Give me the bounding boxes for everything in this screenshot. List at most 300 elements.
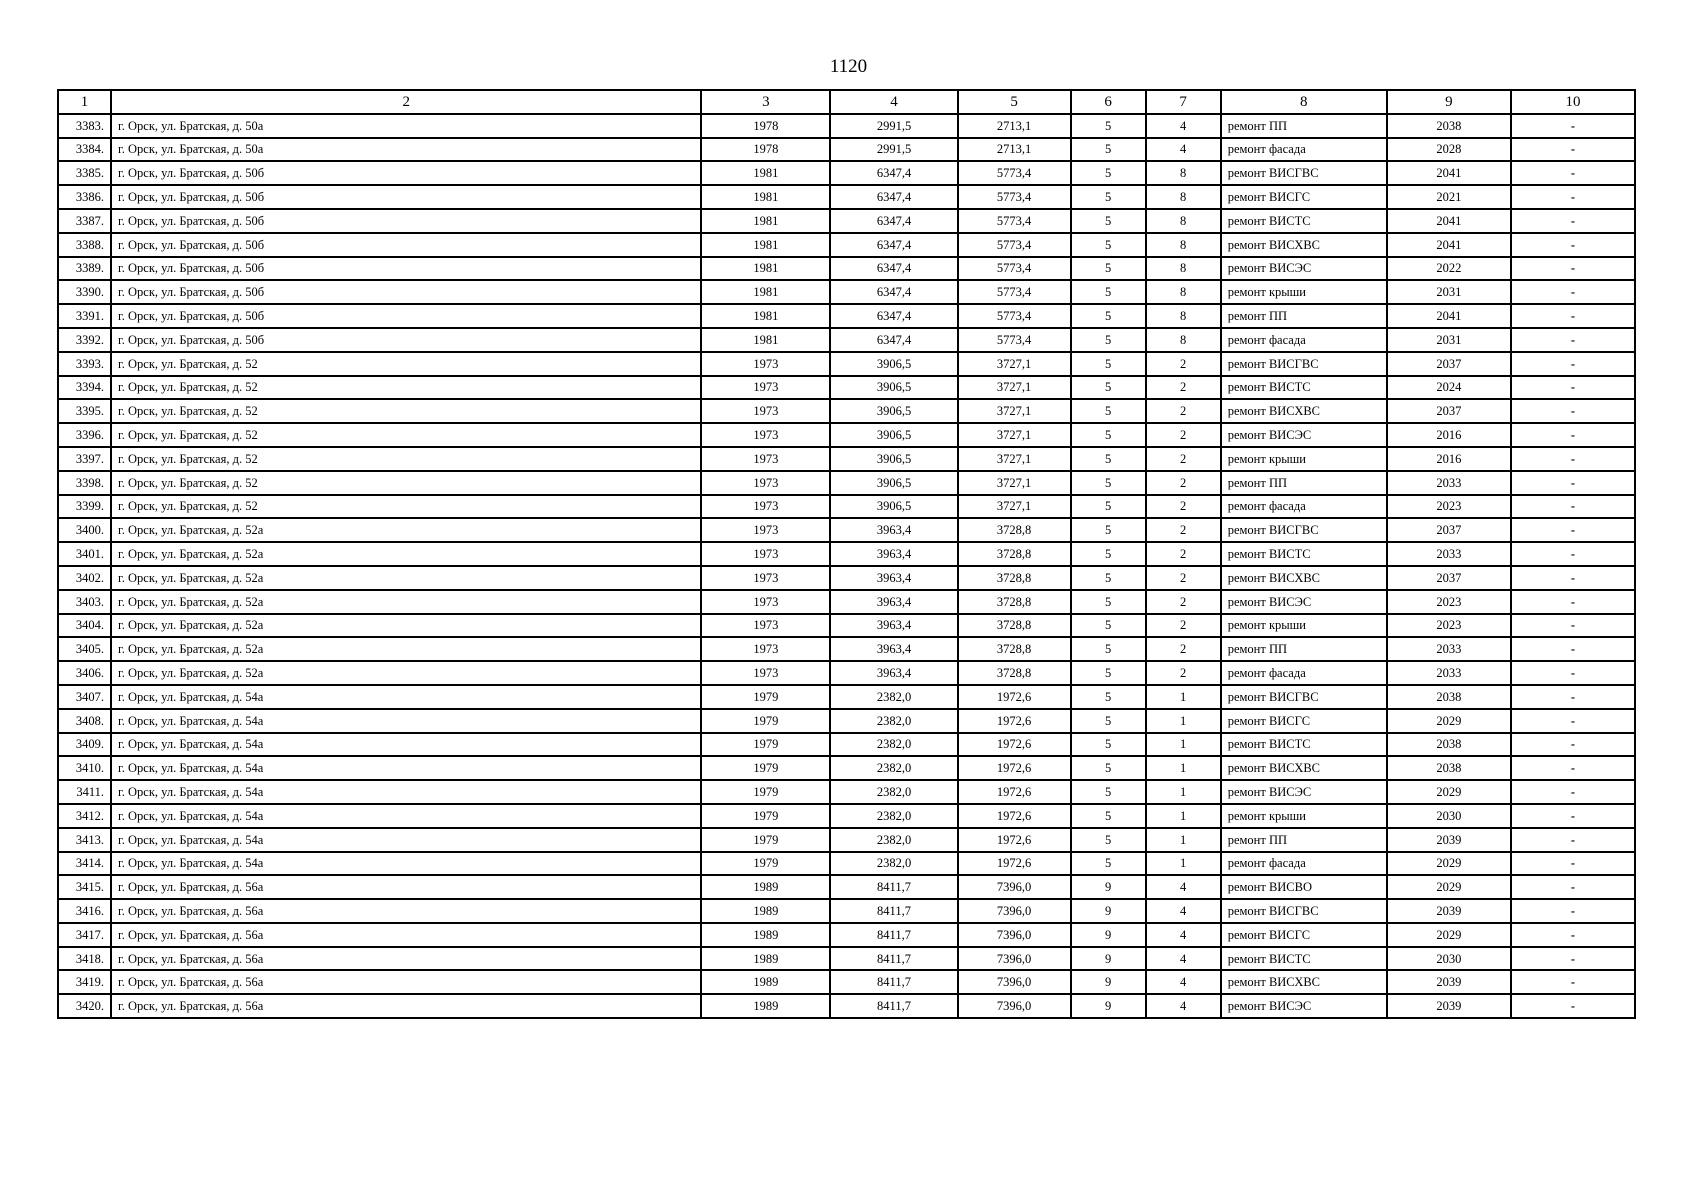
row-number-cell: 3383.: [58, 114, 111, 138]
living-area-cell: 5773,4: [958, 257, 1071, 281]
floors-cell: 5: [1071, 518, 1146, 542]
address-cell: г. Орск, ул. Братская, д. 50б: [111, 209, 701, 233]
table-row: [58, 923, 1635, 947]
row-number-cell: 3417.: [58, 923, 111, 947]
planned-year-cell: 2030: [1387, 947, 1511, 971]
row-number-cell: 3413.: [58, 828, 111, 852]
living-area-cell: 7396,0: [958, 899, 1071, 923]
living-area-cell: 1972,6: [958, 780, 1071, 804]
floors-cell: 5: [1071, 352, 1146, 376]
note-cell: -: [1511, 590, 1635, 614]
note-cell: -: [1511, 637, 1635, 661]
column-header-5: 5: [958, 90, 1071, 114]
table-row: [58, 257, 1635, 281]
floors-cell: 5: [1071, 495, 1146, 519]
entrances-cell: 1: [1146, 780, 1221, 804]
note-cell: -: [1511, 304, 1635, 328]
note-cell: -: [1511, 685, 1635, 709]
address-cell: г. Орск, ул. Братская, д. 52: [111, 352, 701, 376]
entrances-cell: 1: [1146, 756, 1221, 780]
year-cell: 1973: [701, 399, 830, 423]
floors-cell: 5: [1071, 304, 1146, 328]
planned-year-cell: 2023: [1387, 590, 1511, 614]
planned-year-cell: 2031: [1387, 280, 1511, 304]
note-cell: -: [1511, 352, 1635, 376]
floors-cell: 5: [1071, 161, 1146, 185]
table-row: [58, 376, 1635, 400]
note-cell: -: [1511, 661, 1635, 685]
planned-year-cell: 2039: [1387, 994, 1511, 1018]
entrances-cell: 2: [1146, 542, 1221, 566]
row-number-cell: 3395.: [58, 399, 111, 423]
floors-cell: 5: [1071, 614, 1146, 638]
address-cell: г. Орск, ул. Братская, д. 52а: [111, 590, 701, 614]
work-type-cell: ремонт фасада: [1221, 138, 1387, 162]
work-type-cell: ремонт ВИСГС: [1221, 923, 1387, 947]
living-area-cell: 3727,1: [958, 471, 1071, 495]
row-number-cell: 3388.: [58, 233, 111, 257]
year-cell: 1978: [701, 138, 830, 162]
planned-year-cell: 2029: [1387, 923, 1511, 947]
living-area-cell: 1972,6: [958, 733, 1071, 757]
work-type-cell: ремонт ВИСТС: [1221, 209, 1387, 233]
year-cell: 1973: [701, 495, 830, 519]
address-cell: г. Орск, ул. Братская, д. 56а: [111, 970, 701, 994]
row-number-cell: 3414.: [58, 852, 111, 876]
floors-cell: 5: [1071, 590, 1146, 614]
work-type-cell: ремонт ВИСГС: [1221, 709, 1387, 733]
total-area-cell: 2991,5: [830, 138, 957, 162]
planned-year-cell: 2033: [1387, 542, 1511, 566]
row-number-cell: 3389.: [58, 257, 111, 281]
living-area-cell: 7396,0: [958, 923, 1071, 947]
planned-year-cell: 2037: [1387, 566, 1511, 590]
entrances-cell: 2: [1146, 447, 1221, 471]
work-type-cell: ремонт ВИСХВС: [1221, 233, 1387, 257]
year-cell: 1979: [701, 685, 830, 709]
work-type-cell: ремонт ВИСХВС: [1221, 399, 1387, 423]
total-area-cell: 6347,4: [830, 304, 957, 328]
work-type-cell: ремонт ВИСГВС: [1221, 161, 1387, 185]
address-cell: г. Орск, ул. Братская, д. 54а: [111, 780, 701, 804]
address-cell: г. Орск, ул. Братская, д. 56а: [111, 899, 701, 923]
year-cell: 1989: [701, 899, 830, 923]
note-cell: -: [1511, 542, 1635, 566]
planned-year-cell: 2039: [1387, 828, 1511, 852]
work-type-cell: ремонт фасада: [1221, 661, 1387, 685]
work-type-cell: ремонт ВИСХВС: [1221, 756, 1387, 780]
total-area-cell: 2382,0: [830, 852, 957, 876]
living-area-cell: 3727,1: [958, 423, 1071, 447]
work-type-cell: ремонт ВИСЭС: [1221, 590, 1387, 614]
table-row: [58, 471, 1635, 495]
address-cell: г. Орск, ул. Братская, д. 50б: [111, 280, 701, 304]
living-area-cell: 5773,4: [958, 233, 1071, 257]
table-row: [58, 828, 1635, 852]
year-cell: 1973: [701, 590, 830, 614]
row-number-cell: 3402.: [58, 566, 111, 590]
page-number: 1120: [829, 56, 868, 77]
work-type-cell: ремонт ВИСЭС: [1221, 780, 1387, 804]
total-area-cell: 3906,5: [830, 376, 957, 400]
table-row: [58, 280, 1635, 304]
address-cell: г. Орск, ул. Братская, д. 54а: [111, 733, 701, 757]
living-area-cell: 3728,8: [958, 590, 1071, 614]
planned-year-cell: 2033: [1387, 637, 1511, 661]
note-cell: -: [1511, 161, 1635, 185]
entrances-cell: 2: [1146, 566, 1221, 590]
work-type-cell: ремонт ВИСГВС: [1221, 899, 1387, 923]
entrances-cell: 2: [1146, 518, 1221, 542]
planned-year-cell: 2022: [1387, 257, 1511, 281]
table-row: [58, 209, 1635, 233]
note-cell: -: [1511, 518, 1635, 542]
year-cell: 1981: [701, 209, 830, 233]
year-cell: 1973: [701, 471, 830, 495]
work-type-cell: ремонт ПП: [1221, 471, 1387, 495]
address-cell: г. Орск, ул. Братская, д. 52: [111, 495, 701, 519]
table-row: [58, 733, 1635, 757]
entrances-cell: 4: [1146, 114, 1221, 138]
floors-cell: 5: [1071, 376, 1146, 400]
living-area-cell: 2713,1: [958, 138, 1071, 162]
work-type-cell: ремонт ПП: [1221, 828, 1387, 852]
floors-cell: 5: [1071, 852, 1146, 876]
living-area-cell: 5773,4: [958, 328, 1071, 352]
planned-year-cell: 2029: [1387, 875, 1511, 899]
year-cell: 1979: [701, 756, 830, 780]
planned-year-cell: 2041: [1387, 304, 1511, 328]
total-area-cell: 6347,4: [830, 280, 957, 304]
year-cell: 1978: [701, 114, 830, 138]
work-type-cell: ремонт ВИСГВС: [1221, 518, 1387, 542]
row-number-cell: 3392.: [58, 328, 111, 352]
work-type-cell: ремонт ВИСВО: [1221, 875, 1387, 899]
total-area-cell: 6347,4: [830, 185, 957, 209]
note-cell: -: [1511, 423, 1635, 447]
note-cell: -: [1511, 185, 1635, 209]
year-cell: 1973: [701, 423, 830, 447]
row-number-cell: 3419.: [58, 970, 111, 994]
living-area-cell: 5773,4: [958, 209, 1071, 233]
planned-year-cell: 2031: [1387, 328, 1511, 352]
address-cell: г. Орск, ул. Братская, д. 56а: [111, 994, 701, 1018]
planned-year-cell: 2030: [1387, 804, 1511, 828]
note-cell: -: [1511, 280, 1635, 304]
table-row: [58, 447, 1635, 471]
year-cell: 1989: [701, 994, 830, 1018]
floors-cell: 9: [1071, 899, 1146, 923]
living-area-cell: 1972,6: [958, 756, 1071, 780]
row-number-cell: 3391.: [58, 304, 111, 328]
total-area-cell: 2382,0: [830, 804, 957, 828]
column-header-8: 8: [1221, 90, 1387, 114]
year-cell: 1973: [701, 566, 830, 590]
note-cell: -: [1511, 709, 1635, 733]
entrances-cell: 8: [1146, 209, 1221, 233]
floors-cell: 5: [1071, 471, 1146, 495]
living-area-cell: 7396,0: [958, 875, 1071, 899]
note-cell: -: [1511, 495, 1635, 519]
living-area-cell: 3727,1: [958, 352, 1071, 376]
note-cell: -: [1511, 376, 1635, 400]
entrances-cell: 4: [1146, 875, 1221, 899]
year-cell: 1989: [701, 970, 830, 994]
total-area-cell: 3963,4: [830, 590, 957, 614]
year-cell: 1973: [701, 614, 830, 638]
year-cell: 1979: [701, 804, 830, 828]
total-area-cell: 6347,4: [830, 233, 957, 257]
planned-year-cell: 2037: [1387, 399, 1511, 423]
year-cell: 1981: [701, 161, 830, 185]
note-cell: -: [1511, 970, 1635, 994]
address-cell: г. Орск, ул. Братская, д. 52а: [111, 542, 701, 566]
living-area-cell: 1972,6: [958, 709, 1071, 733]
entrances-cell: 4: [1146, 947, 1221, 971]
work-type-cell: ремонт ВИСГВС: [1221, 685, 1387, 709]
address-cell: г. Орск, ул. Братская, д. 52: [111, 376, 701, 400]
total-area-cell: 2382,0: [830, 685, 957, 709]
work-type-cell: ремонт ВИСТС: [1221, 733, 1387, 757]
total-area-cell: 6347,4: [830, 161, 957, 185]
work-type-cell: ремонт ВИСГС: [1221, 185, 1387, 209]
table-row: [58, 185, 1635, 209]
floors-cell: 9: [1071, 994, 1146, 1018]
table-row: [58, 614, 1635, 638]
total-area-cell: 2382,0: [830, 780, 957, 804]
living-area-cell: 5773,4: [958, 304, 1071, 328]
total-area-cell: 8411,7: [830, 875, 957, 899]
row-number-cell: 3390.: [58, 280, 111, 304]
living-area-cell: 7396,0: [958, 947, 1071, 971]
row-number-cell: 3385.: [58, 161, 111, 185]
row-number-cell: 3384.: [58, 138, 111, 162]
entrances-cell: 2: [1146, 637, 1221, 661]
entrances-cell: 4: [1146, 899, 1221, 923]
floors-cell: 9: [1071, 923, 1146, 947]
year-cell: 1979: [701, 709, 830, 733]
living-area-cell: 7396,0: [958, 970, 1071, 994]
table-row: [58, 756, 1635, 780]
entrances-cell: 4: [1146, 994, 1221, 1018]
work-type-cell: ремонт фасада: [1221, 852, 1387, 876]
address-cell: г. Орск, ул. Братская, д. 54а: [111, 828, 701, 852]
planned-year-cell: 2038: [1387, 685, 1511, 709]
entrances-cell: 4: [1146, 923, 1221, 947]
year-cell: 1981: [701, 304, 830, 328]
floors-cell: 5: [1071, 780, 1146, 804]
note-cell: -: [1511, 923, 1635, 947]
work-type-cell: ремонт ВИСЭС: [1221, 423, 1387, 447]
note-cell: -: [1511, 804, 1635, 828]
row-number-cell: 3405.: [58, 637, 111, 661]
work-type-cell: ремонт ВИСЭС: [1221, 994, 1387, 1018]
table-row: [58, 970, 1635, 994]
column-header-6: 6: [1071, 90, 1146, 114]
planned-year-cell: 2029: [1387, 709, 1511, 733]
note-cell: -: [1511, 471, 1635, 495]
row-number-cell: 3403.: [58, 590, 111, 614]
floors-cell: 5: [1071, 756, 1146, 780]
living-area-cell: 3728,8: [958, 566, 1071, 590]
living-area-cell: 3728,8: [958, 518, 1071, 542]
row-number-cell: 3416.: [58, 899, 111, 923]
living-area-cell: 3728,8: [958, 637, 1071, 661]
entrances-cell: 8: [1146, 185, 1221, 209]
total-area-cell: 3963,4: [830, 542, 957, 566]
year-cell: 1989: [701, 947, 830, 971]
table-row: [58, 590, 1635, 614]
floors-cell: 5: [1071, 828, 1146, 852]
floors-cell: 5: [1071, 804, 1146, 828]
living-area-cell: 2713,1: [958, 114, 1071, 138]
table-row: [58, 994, 1635, 1018]
living-area-cell: 3727,1: [958, 447, 1071, 471]
table-row: [58, 495, 1635, 519]
floors-cell: 9: [1071, 970, 1146, 994]
living-area-cell: 5773,4: [958, 280, 1071, 304]
entrances-cell: 8: [1146, 161, 1221, 185]
table-row: [58, 804, 1635, 828]
row-number-cell: 3386.: [58, 185, 111, 209]
total-area-cell: 6347,4: [830, 257, 957, 281]
entrances-cell: 1: [1146, 852, 1221, 876]
table-row: [58, 233, 1635, 257]
total-area-cell: 3963,4: [830, 637, 957, 661]
floors-cell: 5: [1071, 685, 1146, 709]
table-row: [58, 709, 1635, 733]
table-row: [58, 518, 1635, 542]
address-cell: г. Орск, ул. Братская, д. 50б: [111, 304, 701, 328]
note-cell: -: [1511, 328, 1635, 352]
total-area-cell: 2382,0: [830, 709, 957, 733]
total-area-cell: 8411,7: [830, 947, 957, 971]
table-row: [58, 947, 1635, 971]
row-number-cell: 3409.: [58, 733, 111, 757]
note-cell: -: [1511, 899, 1635, 923]
table-row: [58, 399, 1635, 423]
living-area-cell: 1972,6: [958, 852, 1071, 876]
entrances-cell: 2: [1146, 661, 1221, 685]
work-type-cell: ремонт ВИСХВС: [1221, 970, 1387, 994]
column-header-4: 4: [830, 90, 957, 114]
total-area-cell: 3906,5: [830, 495, 957, 519]
total-area-cell: 3963,4: [830, 661, 957, 685]
planned-year-cell: 2023: [1387, 495, 1511, 519]
address-cell: г. Орск, ул. Братская, д. 50б: [111, 185, 701, 209]
year-cell: 1981: [701, 328, 830, 352]
column-header-2: 2: [111, 90, 701, 114]
planned-year-cell: 2028: [1387, 138, 1511, 162]
living-area-cell: 5773,4: [958, 185, 1071, 209]
floors-cell: 5: [1071, 114, 1146, 138]
year-cell: 1973: [701, 447, 830, 471]
entrances-cell: 2: [1146, 495, 1221, 519]
row-number-cell: 3387.: [58, 209, 111, 233]
address-cell: г. Орск, ул. Братская, д. 50б: [111, 233, 701, 257]
address-cell: г. Орск, ул. Братская, д. 54а: [111, 804, 701, 828]
work-type-cell: ремонт ПП: [1221, 637, 1387, 661]
year-cell: 1981: [701, 280, 830, 304]
living-area-cell: 3727,1: [958, 495, 1071, 519]
entrances-cell: 1: [1146, 733, 1221, 757]
row-number-cell: 3397.: [58, 447, 111, 471]
row-number-cell: 3415.: [58, 875, 111, 899]
living-area-cell: 3728,8: [958, 542, 1071, 566]
year-cell: 1973: [701, 661, 830, 685]
note-cell: -: [1511, 733, 1635, 757]
note-cell: -: [1511, 994, 1635, 1018]
living-area-cell: 7396,0: [958, 994, 1071, 1018]
header-row: [58, 90, 1635, 114]
year-cell: 1973: [701, 376, 830, 400]
row-number-cell: 3401.: [58, 542, 111, 566]
table-header: [58, 90, 1635, 114]
year-cell: 1989: [701, 875, 830, 899]
year-cell: 1973: [701, 352, 830, 376]
table-row: [58, 566, 1635, 590]
table-row: [58, 661, 1635, 685]
planned-year-cell: 2029: [1387, 852, 1511, 876]
row-number-cell: 3394.: [58, 376, 111, 400]
work-type-cell: ремонт крыши: [1221, 280, 1387, 304]
planned-year-cell: 2041: [1387, 161, 1511, 185]
table-row: [58, 637, 1635, 661]
total-area-cell: 3906,5: [830, 399, 957, 423]
work-type-cell: ремонт крыши: [1221, 804, 1387, 828]
note-cell: -: [1511, 233, 1635, 257]
column-header-7: 7: [1146, 90, 1221, 114]
planned-year-cell: 2016: [1387, 423, 1511, 447]
floors-cell: 5: [1071, 328, 1146, 352]
address-cell: г. Орск, ул. Братская, д. 52: [111, 447, 701, 471]
living-area-cell: 3727,1: [958, 376, 1071, 400]
planned-year-cell: 2024: [1387, 376, 1511, 400]
table-body: [58, 114, 1635, 1018]
total-area-cell: 6347,4: [830, 328, 957, 352]
table-row: [58, 423, 1635, 447]
row-number-cell: 3410.: [58, 756, 111, 780]
note-cell: -: [1511, 947, 1635, 971]
row-number-cell: 3408.: [58, 709, 111, 733]
address-cell: г. Орск, ул. Братская, д. 52а: [111, 566, 701, 590]
total-area-cell: 8411,7: [830, 970, 957, 994]
row-number-cell: 3420.: [58, 994, 111, 1018]
total-area-cell: 3963,4: [830, 518, 957, 542]
year-cell: 1973: [701, 637, 830, 661]
floors-cell: 5: [1071, 138, 1146, 162]
row-number-cell: 3411.: [58, 780, 111, 804]
living-area-cell: 5773,4: [958, 161, 1071, 185]
planned-year-cell: 2037: [1387, 352, 1511, 376]
floors-cell: 5: [1071, 733, 1146, 757]
year-cell: 1979: [701, 852, 830, 876]
work-type-cell: ремонт фасада: [1221, 495, 1387, 519]
total-area-cell: 6347,4: [830, 209, 957, 233]
work-type-cell: ремонт ПП: [1221, 114, 1387, 138]
row-number-cell: 3404.: [58, 614, 111, 638]
year-cell: 1979: [701, 828, 830, 852]
entrances-cell: 2: [1146, 423, 1221, 447]
living-area-cell: 1972,6: [958, 685, 1071, 709]
address-cell: г. Орск, ул. Братская, д. 50а: [111, 138, 701, 162]
table-row: [58, 114, 1635, 138]
column-header-9: 9: [1387, 90, 1511, 114]
address-cell: г. Орск, ул. Братская, д. 52: [111, 423, 701, 447]
note-cell: -: [1511, 399, 1635, 423]
table-row: [58, 685, 1635, 709]
floors-cell: 5: [1071, 637, 1146, 661]
